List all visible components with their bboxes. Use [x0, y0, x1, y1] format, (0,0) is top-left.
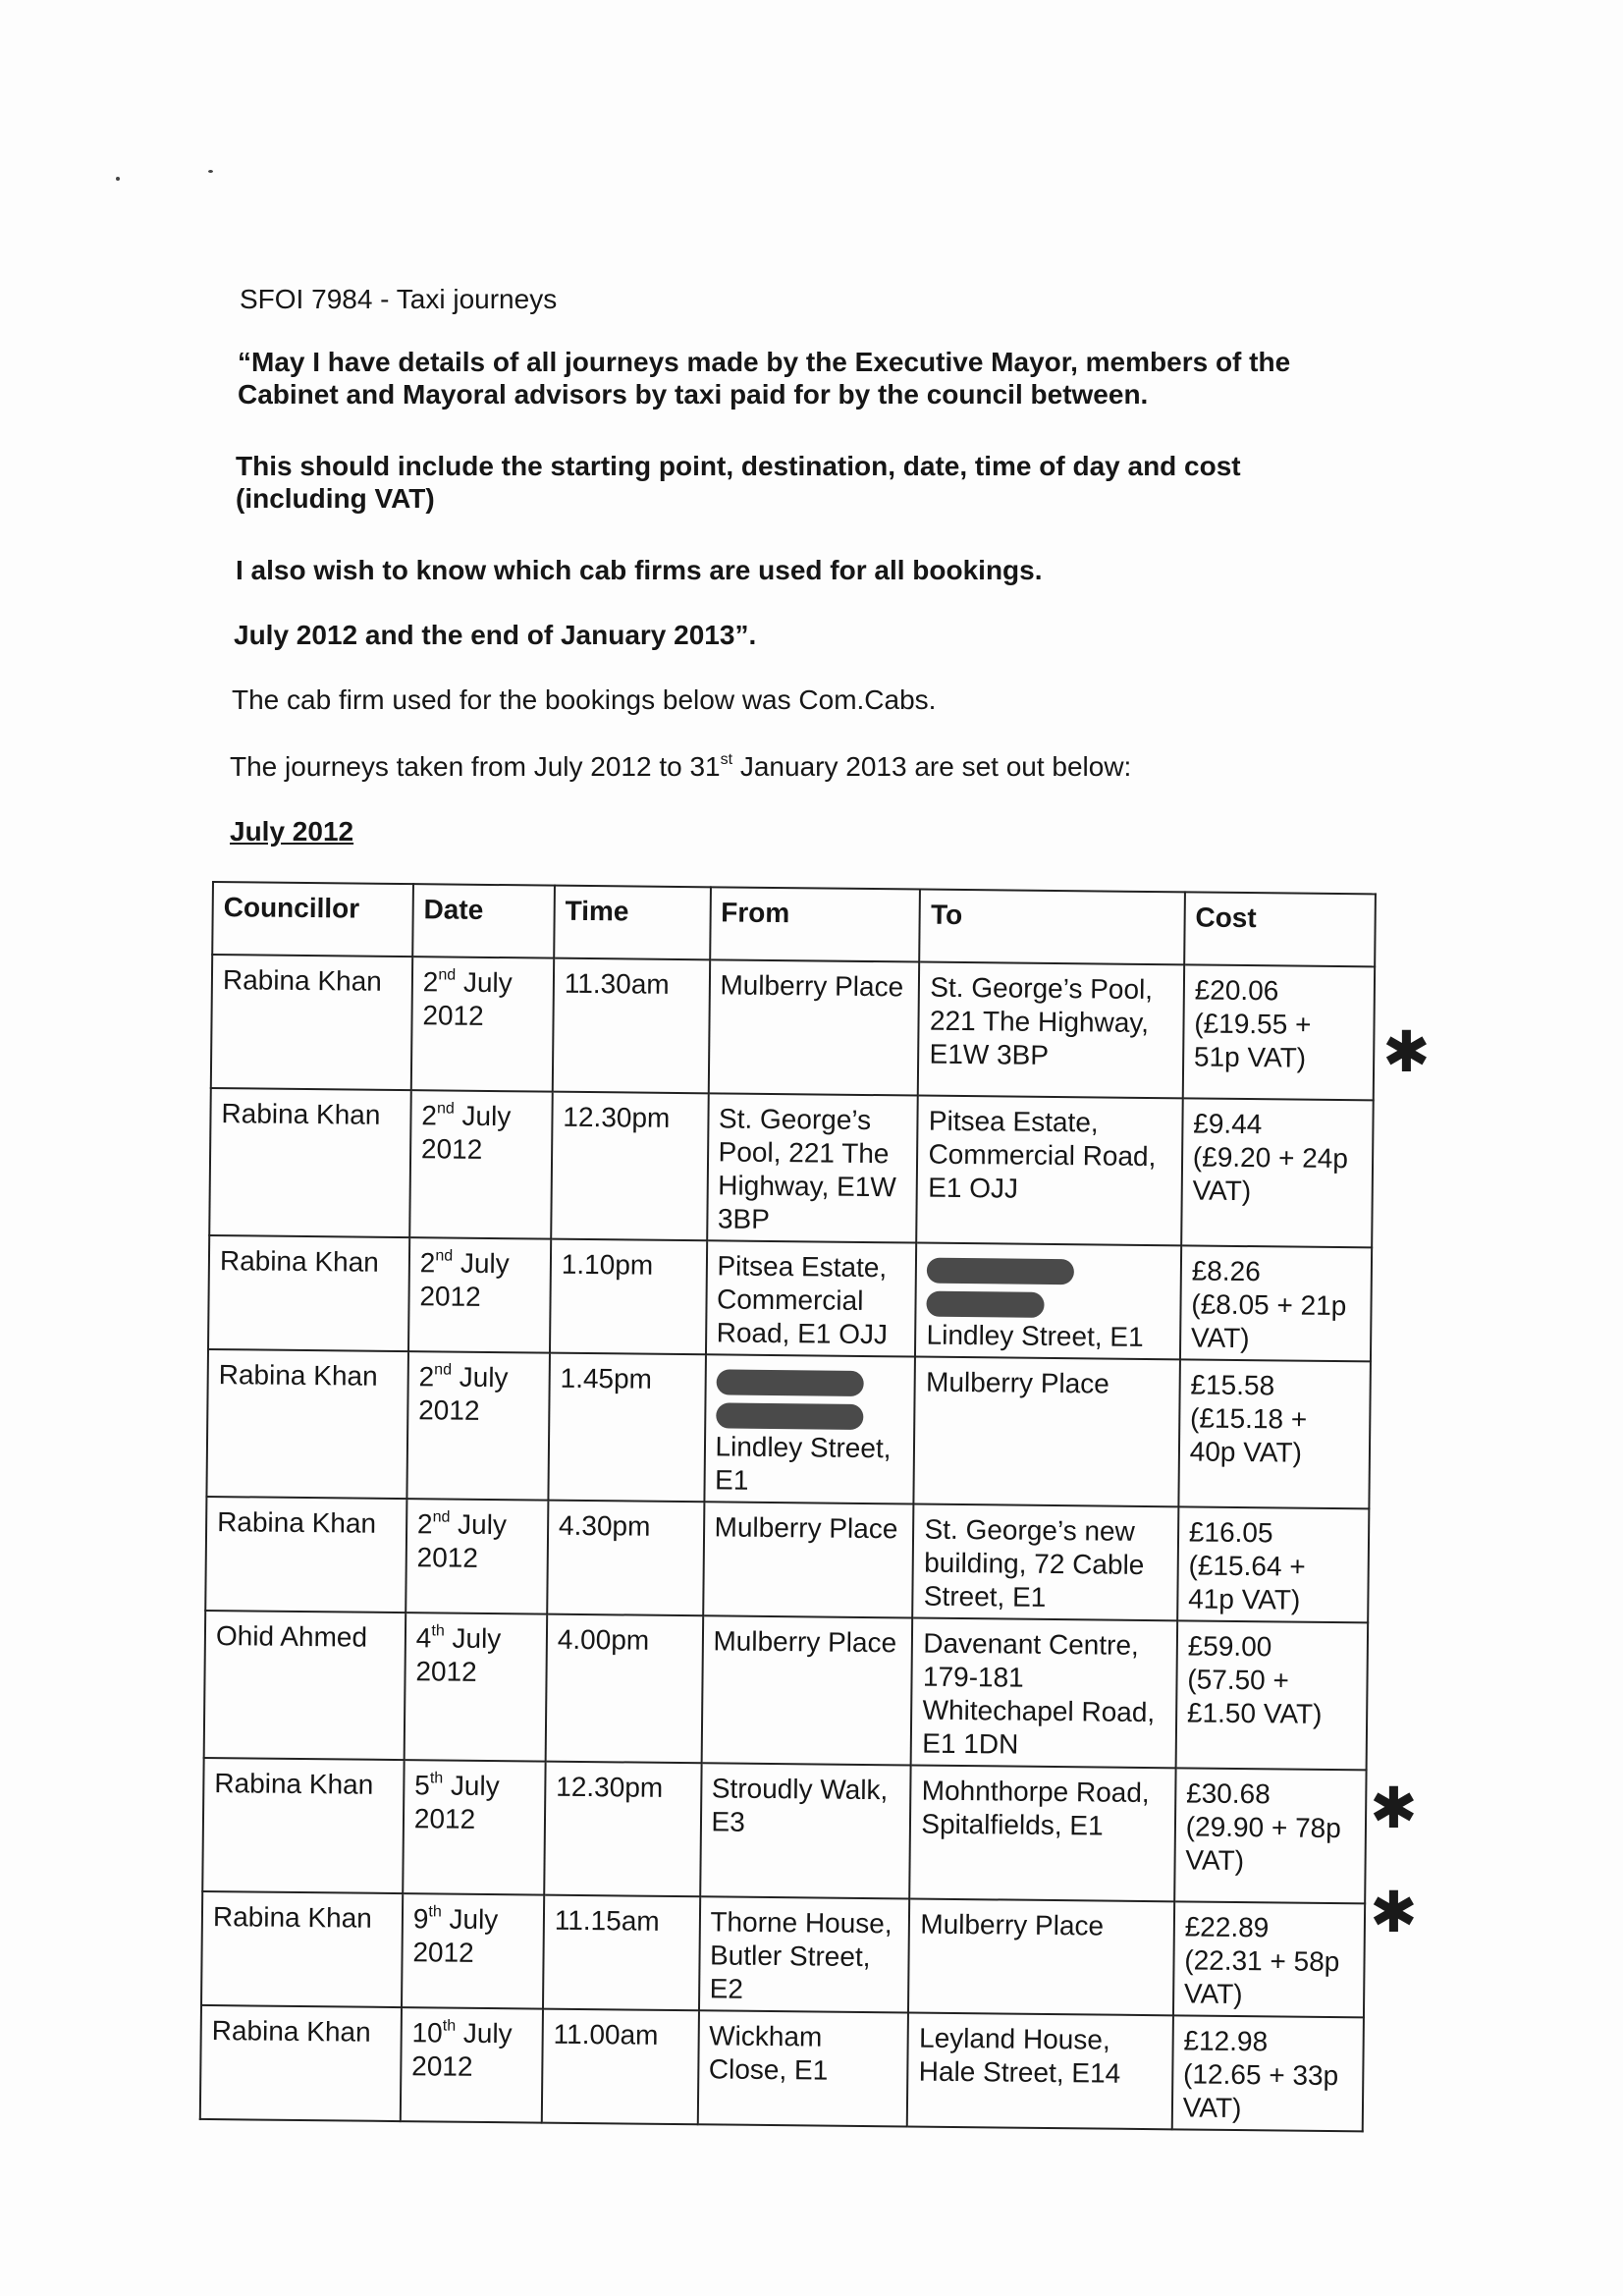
journeys-intro	[230, 750, 1131, 784]
table-row	[202, 1758, 1366, 1903]
cell-time: 11.30am	[553, 958, 710, 1094]
cost-breakdown: (29.90 + 78p VAT)	[1185, 1811, 1341, 1877]
date-day-suffix: th	[429, 1770, 444, 1787]
date-month: July	[455, 2017, 513, 2050]
cell-councillor: Rabina Khan	[201, 1891, 403, 2007]
cell-from: Thorne House, Butler Street, E2	[698, 1896, 909, 2012]
cell-to: Pitsea Estate, Commercial Road, E1 OJJ	[917, 1096, 1183, 1246]
column-header-councillor: Councillor	[212, 882, 413, 957]
date-month: July	[452, 1247, 510, 1280]
cost-total: £22.89	[1184, 1911, 1270, 1943]
handwritten-star-mark-icon: ✱	[1370, 1879, 1418, 1945]
redaction-mark	[716, 1402, 863, 1430]
cell-councillor: Rabina Khan	[209, 1088, 410, 1237]
handwritten-star-mark-icon: ✱	[1382, 1018, 1431, 1085]
document-title: SFOI 7984 - Taxi journeys	[240, 284, 558, 314]
journeys-intro-suffix: January 2013 are set out below:	[732, 751, 1132, 782]
date-day: 2	[416, 1508, 433, 1540]
cost-breakdown: (£8.05 + 21p VAT)	[1190, 1288, 1347, 1354]
date-day: 2	[419, 1247, 436, 1279]
redaction-mark	[927, 1290, 1045, 1317]
cell-cost	[1178, 1359, 1371, 1508]
cell-from	[704, 1354, 915, 1503]
cell-time: 12.30pm	[551, 1092, 708, 1241]
date-day-suffix: nd	[434, 1361, 453, 1379]
cell-councillor: Rabina Khan	[205, 1497, 406, 1613]
table-row	[206, 1349, 1371, 1508]
cell-to: Mulberry Place	[908, 1898, 1174, 2015]
scan-speck	[208, 170, 213, 173]
cell-to: Mulberry Place	[914, 1357, 1180, 1507]
cost-breakdown: (£15.18 + 40p VAT)	[1189, 1402, 1308, 1468]
date-month: July	[442, 1770, 500, 1802]
cell-time: 1.10pm	[550, 1239, 707, 1355]
table-row	[200, 2005, 1364, 2131]
cost-total: £30.68	[1185, 1777, 1271, 1810]
request-paragraph-4: July 2012 and the end of January 2013”.	[234, 620, 757, 650]
cell-cost	[1175, 1620, 1368, 1770]
cell-cost	[1173, 1901, 1365, 2017]
cell-from: St. George’s Pool, 221 The Highway, E1W 3BP	[707, 1093, 918, 1242]
cell-from: Mulberry Place	[701, 1615, 912, 1765]
cell-councillor: Ohid Ahmed	[204, 1611, 406, 1760]
journeys-table	[199, 881, 1377, 2132]
cell-date	[406, 1499, 548, 1614]
cost-breakdown: (12.65 + 33p VAT)	[1182, 2058, 1339, 2124]
section-heading-july-2012: July 2012	[230, 816, 354, 847]
redaction-mark	[927, 1257, 1074, 1285]
cell-date	[411, 957, 554, 1092]
cell-councillor: Rabina Khan	[206, 1349, 407, 1499]
cell-to: Davenant Centre, 179-181 Whitechapel Road, E1 1DN	[911, 1618, 1177, 1769]
cell-from-text: Lindley Street, E1	[714, 1431, 892, 1496]
column-header-time: Time	[554, 886, 710, 960]
request-paragraph-3: I also wish to know which cab firms are used for all bookings.	[236, 555, 1043, 585]
table-row	[201, 1891, 1365, 2017]
cell-cost	[1172, 2015, 1364, 2131]
cell-from: Stroudly Walk, E3	[700, 1763, 911, 1898]
cell-to-text: Lindley Street, E1	[926, 1319, 1144, 1352]
date-month: July	[455, 966, 513, 999]
cell-time: 4.30pm	[547, 1501, 704, 1616]
cell-councillor: Rabina Khan	[208, 1235, 409, 1351]
date-day-suffix: nd	[432, 1508, 451, 1526]
journeys-intro-prefix: The journeys taken from July 2012 to 31	[230, 751, 721, 782]
cost-total: £16.05	[1188, 1516, 1273, 1549]
date-year: 2012	[413, 1803, 476, 1834]
date-month: July	[454, 1100, 512, 1132]
date-month: July	[450, 1508, 508, 1541]
date-month: July	[451, 1361, 509, 1394]
date-day-suffix: nd	[436, 1100, 455, 1118]
table-row	[204, 1611, 1369, 1770]
date-day: 2	[421, 1100, 438, 1131]
cost-breakdown: (£15.64 + 41p VAT)	[1188, 1550, 1306, 1615]
cell-date	[406, 1351, 550, 1501]
date-day-suffix: th	[431, 1622, 445, 1640]
handwritten-star-mark-icon: ✱	[1370, 1775, 1418, 1841]
date-day: 2	[422, 966, 439, 998]
cell-time: 4.00pm	[546, 1614, 703, 1764]
cost-total: £59.00	[1187, 1630, 1272, 1663]
table-row	[205, 1497, 1369, 1622]
request-paragraph-1: “May I have details of all journeys made by the Executive Mayor, members of the Cabinet and Mayoral advisors by taxi paid for by the council between.	[238, 347, 1291, 410]
cell-cost	[1174, 1768, 1367, 1903]
date-day-suffix: th	[428, 1903, 442, 1921]
cell-cost	[1177, 1506, 1369, 1622]
cell-to	[915, 1243, 1181, 1360]
table-row	[209, 1088, 1374, 1247]
date-day: 9	[412, 1903, 429, 1935]
cost-breakdown: (57.50 + £1.50 VAT)	[1186, 1664, 1323, 1729]
cost-total: £8.26	[1191, 1255, 1261, 1287]
date-day-suffix: nd	[435, 1247, 454, 1265]
cell-time: 11.00am	[542, 2009, 699, 2125]
cell-date	[402, 1893, 544, 2009]
table-header-row	[212, 882, 1376, 966]
cell-to: Mohnthorpe Road, Spitalfields, E1	[910, 1766, 1176, 1902]
column-header-cost: Cost	[1184, 892, 1376, 966]
date-day: 2	[418, 1361, 435, 1393]
date-year: 2012	[415, 1656, 477, 1687]
scan-speck	[116, 177, 120, 181]
date-year: 2012	[420, 1133, 483, 1165]
date-day-suffix: th	[442, 2017, 457, 2035]
cell-date	[403, 1760, 545, 1895]
date-day: 5	[414, 1770, 430, 1801]
cell-from: Mulberry Place	[703, 1502, 914, 1617]
cell-time: 1.45pm	[548, 1353, 705, 1503]
cell-date	[404, 1613, 547, 1762]
date-month: July	[444, 1622, 502, 1655]
date-year: 2012	[418, 1394, 480, 1426]
date-day: 10	[411, 2017, 443, 2049]
cost-breakdown: (£19.55 + 51p VAT)	[1193, 1008, 1312, 1073]
cell-cost	[1180, 1245, 1372, 1361]
column-header-date: Date	[412, 884, 555, 958]
cell-from: Wickham Close, E1	[697, 2010, 908, 2126]
cell-date	[409, 1090, 553, 1239]
cell-to: St. George’s new building, 72 Cable Street, E1	[913, 1504, 1179, 1621]
cell-from: Mulberry Place	[708, 959, 919, 1095]
cell-date	[401, 2007, 543, 2123]
cell-to: Leyland House, Hale Street, E14	[907, 2012, 1173, 2129]
table-row	[208, 1235, 1372, 1361]
date-year: 2012	[416, 1542, 479, 1573]
journeys-intro-sup: st	[720, 750, 733, 768]
cell-cost	[1181, 1098, 1374, 1247]
date-day-suffix: nd	[438, 966, 457, 984]
date-day: 4	[415, 1622, 432, 1654]
cell-time: 12.30pm	[544, 1762, 701, 1897]
request-paragraph-2: This should include the starting point, destination, date, time of day and cost (including VAT)	[236, 451, 1241, 514]
cost-total: £9.44	[1193, 1108, 1263, 1140]
cab-firm-statement: The cab firm used for the bookings below was Com.Cabs.	[232, 684, 937, 715]
cell-cost	[1183, 964, 1376, 1100]
table-row	[211, 955, 1375, 1100]
cell-councillor: Rabina Khan	[211, 955, 412, 1090]
cost-breakdown: (£9.20 + 24p VAT)	[1192, 1141, 1349, 1207]
cell-from: Pitsea Estate, Commercial Road, E1 OJJ	[705, 1240, 916, 1356]
cost-total: £12.98	[1183, 2025, 1269, 2057]
column-header-to: To	[920, 890, 1185, 965]
date-month: July	[441, 1903, 499, 1936]
column-header-from: From	[710, 887, 921, 961]
cell-date	[408, 1237, 551, 1353]
cell-councillor: Rabina Khan	[200, 2005, 402, 2121]
redaction-mark	[716, 1369, 863, 1396]
cost-total: £20.06	[1194, 974, 1279, 1007]
date-year: 2012	[422, 1000, 484, 1031]
date-year: 2012	[419, 1281, 481, 1312]
date-year: 2012	[411, 2050, 473, 2082]
cost-total: £15.58	[1190, 1369, 1275, 1401]
cell-time: 11.15am	[543, 1895, 700, 2011]
date-year: 2012	[412, 1937, 474, 1968]
cost-breakdown: (22.31 + 58p VAT)	[1183, 1944, 1340, 2010]
cell-to: St. George’s Pool, 221 The Highway, E1W 3BP	[918, 962, 1184, 1099]
cell-councillor: Rabina Khan	[202, 1758, 404, 1893]
